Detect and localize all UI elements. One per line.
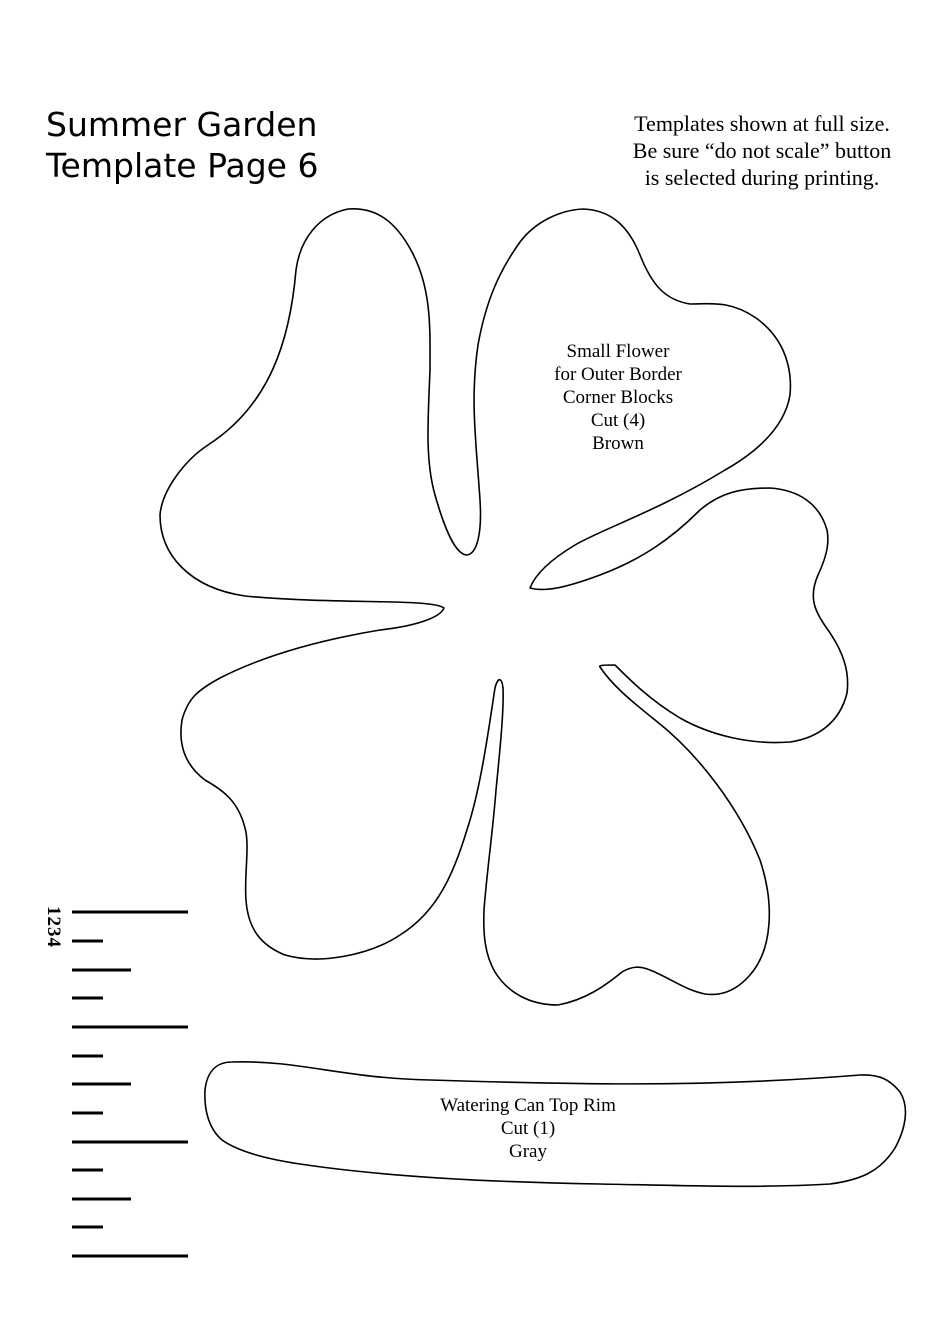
flower-label-line-3: Corner Blocks bbox=[562, 387, 674, 408]
rim-label-line-1: Watering Can Top Rim bbox=[440, 1095, 616, 1116]
ruler bbox=[72, 912, 188, 1256]
flower-label-line-4: Cut (4) bbox=[590, 410, 646, 431]
print-note-line-3: is selected during printing. bbox=[644, 165, 880, 190]
print-note-line-2: Be sure “do not scale” button bbox=[632, 138, 892, 163]
flower-label-line-5: Brown bbox=[592, 433, 644, 454]
flower-label-line-2: for Outer Border bbox=[554, 364, 682, 385]
rim-template-label bbox=[398, 1094, 658, 1163]
rim-label-line-2: Cut (1) bbox=[500, 1118, 556, 1139]
rim-label-line-3: Gray bbox=[509, 1141, 547, 1162]
title-line-2: Template Page 6 bbox=[46, 146, 319, 185]
print-note-line-1: Templates shown at full size. bbox=[634, 111, 890, 136]
flower-label-line-1: Small Flower bbox=[566, 341, 670, 362]
ruler-label: 1234 bbox=[43, 906, 64, 948]
flower-petal-upper-left bbox=[160, 209, 848, 1005]
flower-template-label bbox=[528, 340, 708, 455]
title-line-1: Summer Garden bbox=[46, 105, 318, 144]
